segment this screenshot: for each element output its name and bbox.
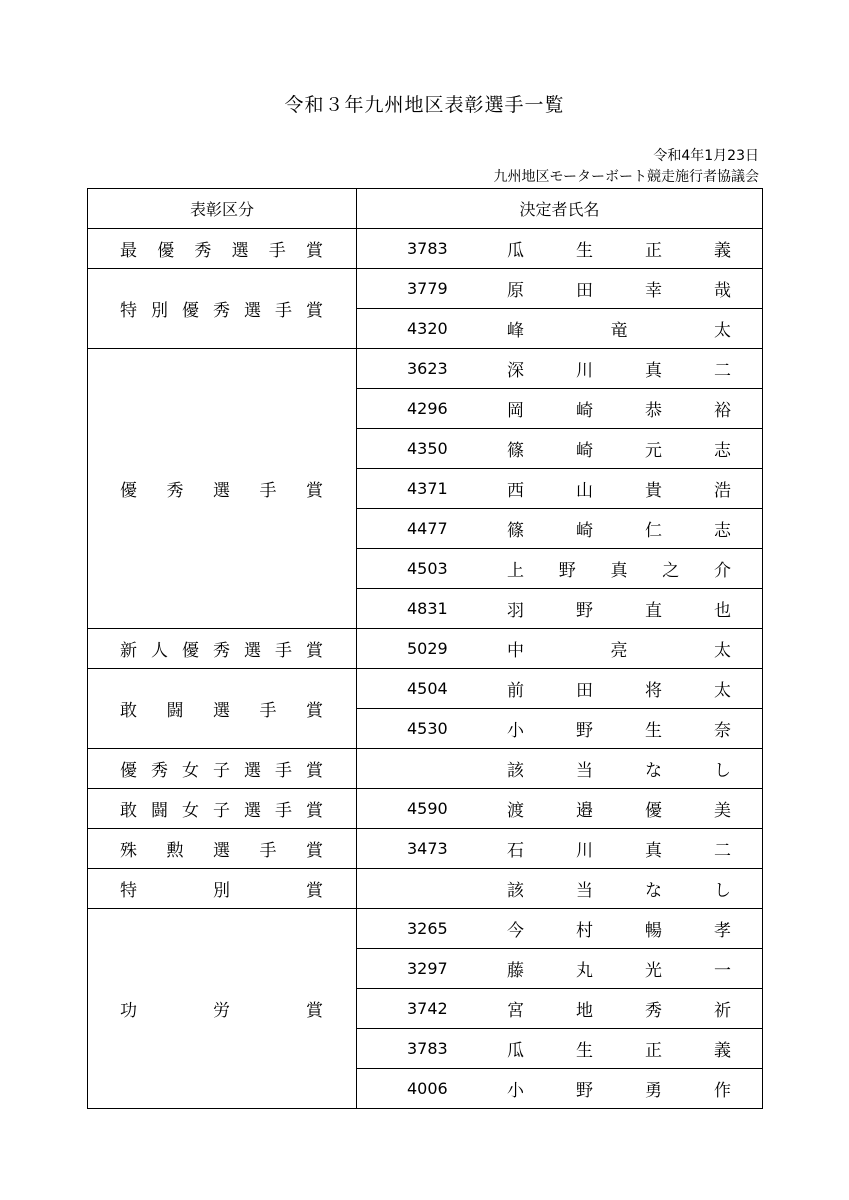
header-award-category: 表彰区分 xyxy=(88,189,357,229)
recipient-cell xyxy=(357,629,763,669)
racer-number: 4530 xyxy=(407,719,448,738)
organization-name: 九州地区モーターボート競走施行者協議会 xyxy=(493,169,759,185)
award-category-cell xyxy=(88,349,357,629)
racer-name: 宮 地 秀 祈 xyxy=(507,1001,731,1021)
racer-number: 3623 xyxy=(407,359,448,378)
racer-name: 瓜 生 正 義 xyxy=(507,1041,731,1061)
racer-name: 深 川 真 二 xyxy=(507,361,731,381)
recipient-cell xyxy=(357,589,763,629)
recipient-cell xyxy=(357,229,763,269)
table-row xyxy=(88,869,763,909)
racer-number: 4477 xyxy=(407,519,448,538)
award-category-cell xyxy=(88,229,357,269)
award-category: 新 人 優 秀 選 手 賞 xyxy=(120,641,323,661)
award-category: 特 別 優 秀 選 手 賞 xyxy=(120,301,323,321)
award-category: 優 秀 女 子 選 手 賞 xyxy=(120,761,323,781)
recipient-cell xyxy=(357,389,763,429)
racer-number: 3779 xyxy=(407,279,448,298)
award-category: 優 秀 選 手 賞 xyxy=(120,481,323,501)
racer-name: 小 野 生 奈 xyxy=(507,721,731,741)
header-row xyxy=(88,189,763,229)
table-row xyxy=(88,229,763,269)
table-row xyxy=(88,669,763,709)
table-row xyxy=(88,789,763,829)
award-category: 殊 勲 選 手 賞 xyxy=(120,841,323,861)
recipient-cell xyxy=(357,429,763,469)
racer-name: 該 当 な し xyxy=(507,881,731,901)
racer-number: 4006 xyxy=(407,1079,448,1098)
racer-name: 上 野 真 之 介 xyxy=(507,561,731,581)
racer-number: 4504 xyxy=(407,679,448,698)
award-category-cell xyxy=(88,789,357,829)
award-category: 敢 闘 女 子 選 手 賞 xyxy=(120,801,323,821)
racer-name: 石 川 真 二 xyxy=(507,841,731,861)
racer-name: 中 亮 太 xyxy=(507,641,731,661)
recipient-cell xyxy=(357,829,763,869)
award-category-cell xyxy=(88,629,357,669)
recipient-cell xyxy=(357,349,763,389)
award-category-cell xyxy=(88,269,357,349)
racer-number: 3297 xyxy=(407,959,448,978)
recipient-cell xyxy=(357,749,763,789)
recipient-cell xyxy=(357,269,763,309)
racer-number: 5029 xyxy=(407,639,448,658)
racer-number: 3783 xyxy=(407,239,448,258)
recipient-cell xyxy=(357,309,763,349)
award-category: 功 労 賞 xyxy=(120,1001,323,1021)
recipient-cell xyxy=(357,1029,763,1069)
racer-number: 4590 xyxy=(407,799,448,818)
racer-number: 3742 xyxy=(407,999,448,1018)
awards-table-body xyxy=(88,229,763,1109)
recipient-cell xyxy=(357,789,763,829)
racer-name: 岡 崎 恭 裕 xyxy=(507,401,731,421)
award-category: 特 別 賞 xyxy=(120,881,323,901)
recipient-cell xyxy=(357,669,763,709)
recipient-cell xyxy=(357,709,763,749)
issue-date: 令和4年1月23日 xyxy=(653,148,759,164)
table-row xyxy=(88,749,763,789)
page-title: 令和３年九州地区表彰選手一覧 xyxy=(284,94,565,116)
recipient-cell xyxy=(357,469,763,509)
racer-name: 今 村 暢 孝 xyxy=(507,921,731,941)
recipient-cell xyxy=(357,949,763,989)
racer-name: 峰 竜 太 xyxy=(507,321,731,341)
award-category: 最 優 秀 選 手 賞 xyxy=(120,241,323,261)
recipient-cell xyxy=(357,549,763,589)
racer-name: 羽 野 直 也 xyxy=(507,601,731,621)
racer-number: 3265 xyxy=(407,919,448,938)
racer-number: 4296 xyxy=(407,399,448,418)
racer-name: 渡 邉 優 美 xyxy=(507,801,731,821)
recipient-cell xyxy=(357,989,763,1029)
racer-number: 3473 xyxy=(407,839,448,858)
recipient-cell xyxy=(357,909,763,949)
racer-name: 藤 丸 光 一 xyxy=(507,961,731,981)
awards-table xyxy=(87,188,763,1109)
racer-name: 瓜 生 正 義 xyxy=(507,241,731,261)
table-row xyxy=(88,629,763,669)
award-category-cell xyxy=(88,869,357,909)
award-category-cell xyxy=(88,669,357,749)
table-row xyxy=(88,909,763,949)
racer-number: 4371 xyxy=(407,479,448,498)
racer-number: 4831 xyxy=(407,599,448,618)
award-category: 敢 闘 選 手 賞 xyxy=(120,701,323,721)
recipient-cell xyxy=(357,1069,763,1109)
award-category-cell xyxy=(88,749,357,789)
racer-number: 4503 xyxy=(407,559,448,578)
award-category-cell xyxy=(88,909,357,1109)
racer-name: 篠 崎 仁 志 xyxy=(507,521,731,541)
recipient-cell xyxy=(357,509,763,549)
recipient-cell xyxy=(357,869,763,909)
award-category-cell xyxy=(88,829,357,869)
racer-name: 西 山 貴 浩 xyxy=(507,481,731,501)
table-row xyxy=(88,269,763,309)
racer-name: 前 田 将 太 xyxy=(507,681,731,701)
table-row xyxy=(88,349,763,389)
racer-number: 3783 xyxy=(407,1039,448,1058)
table-row xyxy=(88,829,763,869)
racer-name: 原 田 幸 哉 xyxy=(507,281,731,301)
header-recipient-name: 決定者氏名 xyxy=(357,189,763,229)
racer-name: 篠 崎 元 志 xyxy=(507,441,731,461)
racer-name: 小 野 勇 作 xyxy=(507,1081,731,1101)
racer-name: 該 当 な し xyxy=(507,761,731,781)
racer-number: 4350 xyxy=(407,439,448,458)
racer-number: 4320 xyxy=(407,319,448,338)
